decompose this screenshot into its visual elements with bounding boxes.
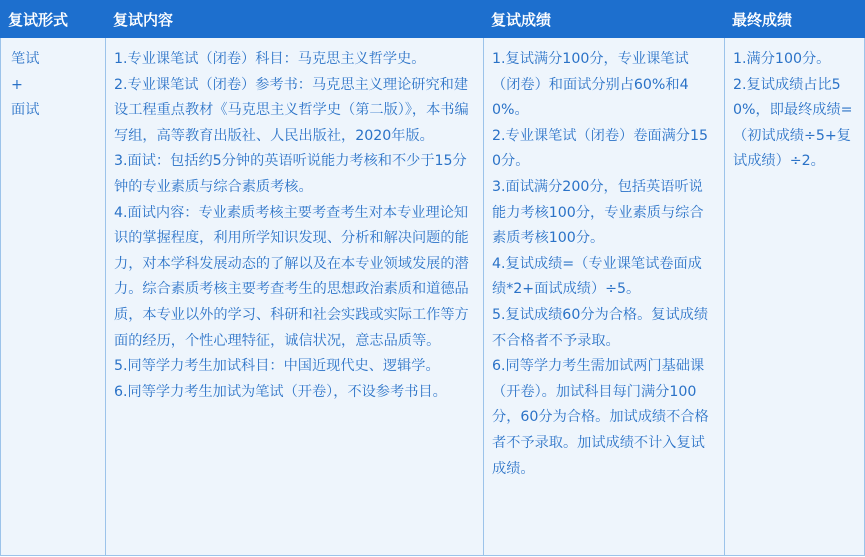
score-item: 6.同等学力考生需加试两门基础课（开卷）。加试科目每门满分100分，60分为合格。加试成绩不合格者不予录取。加试成绩不计入复试成绩。 (492, 358, 709, 477)
header-scores: 复试成绩 (484, 1, 725, 38)
final-item: 1.满分100分。 (733, 51, 831, 67)
form-line: + (11, 76, 23, 93)
header-final: 最终成绩 (725, 1, 865, 38)
final-item: 2.复试成绩占比50%，即最终成绩=（初试成绩÷5+复试成绩）÷2。 (733, 76, 853, 170)
score-item: 1.复试满分100分，专业课笔试（闭卷）和面试分别占60%和40%。 (492, 51, 689, 119)
content-item: 6.同等学力考生加试为笔试（开卷），不设参考书目。 (114, 383, 447, 400)
content-item: 4.面试内容：专业素质考核主要考查考生对本专业理论知识的掌握程度，利用所学知识发现、分析和解决问题的能力，对本学科发展动态的了解以及在本专业领域发展的潜力。综合素质考核主要考查考生的思想政治素质和道德品质，本专业以外的学习、科研和社会实践或实际工作等方面的经历，个性心理特征，诚信状况，意志品质等。 (114, 204, 469, 349)
content-cell (106, 38, 484, 556)
score-item: 2.专业课笔试（闭卷）卷面满分150分。 (492, 127, 709, 170)
content-item: 1.专业课笔试（闭卷）科目：马克思主义哲学史。 (114, 51, 426, 67)
form-cell (1, 38, 106, 556)
form-line: 面试 (11, 102, 40, 119)
form-line: 笔试 (11, 51, 40, 67)
content-item: 3.面试：包括约5分钟的英语听说能力考核和不少于15分钟的专业素质与综合素质考核。 (114, 153, 467, 195)
table-row (1, 38, 865, 556)
header-content: 复试内容 (106, 1, 484, 38)
final-cell (725, 38, 865, 556)
content-item: 5.同等学力考生加试科目：中国近现代史、逻辑学。 (114, 358, 440, 375)
header-row (1, 1, 865, 38)
header-form: 复试形式 (1, 1, 106, 38)
content-item: 2.专业课笔试（闭卷）参考书：马克思主义理论研究和建设工程重点教材《马克思主义哲学史（第二版）》，本书编写组，高等教育出版社、人民出版社，2020年版。 (114, 76, 469, 144)
score-item: 5.复试成绩60分为合格。复试成绩不合格者不予录取。 (492, 306, 709, 349)
score-item: 3.面试满分200分，包括英语听说能力考核100分，专业素质与综合素质考核100分。 (492, 178, 704, 247)
score-item: 4.复试成绩=（专业课笔试卷面成绩*2+面试成绩）÷5。 (492, 255, 702, 298)
scores-cell (484, 38, 725, 556)
